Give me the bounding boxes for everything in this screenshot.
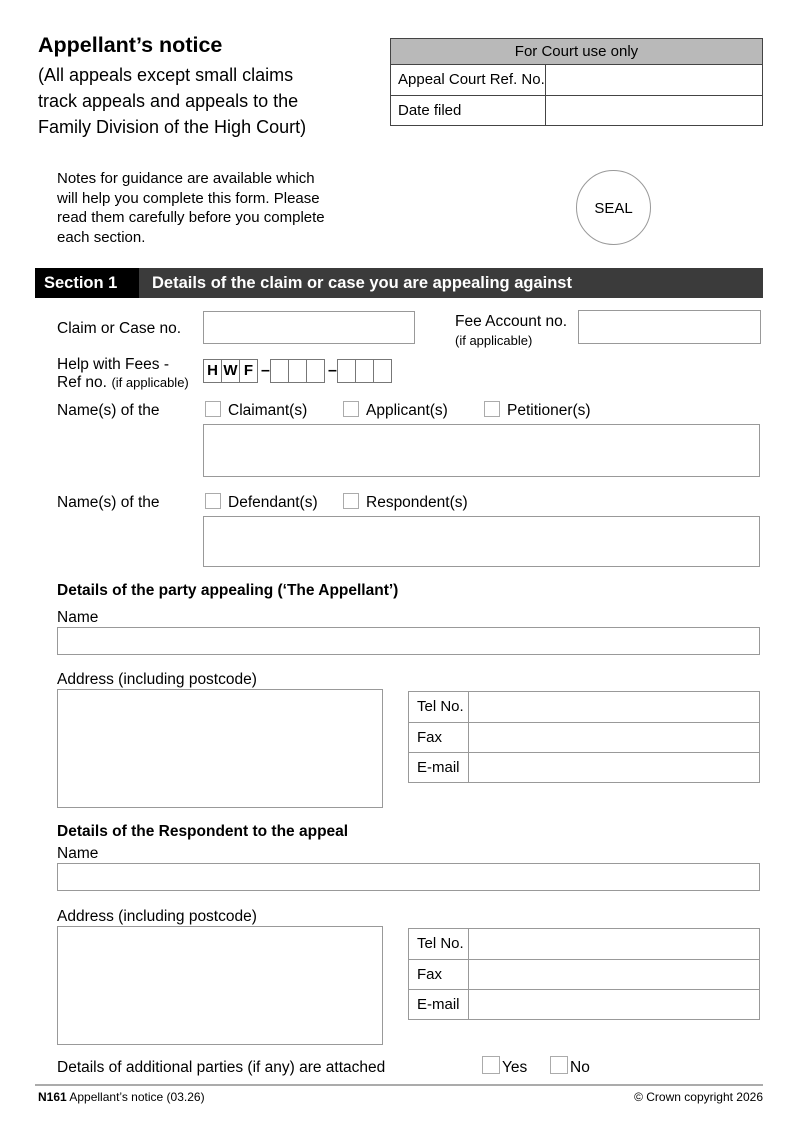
appellant-contact-table [408,691,760,783]
claim-case-no-input[interactable] [203,311,415,344]
fee-account-no-label: Fee Account no. [455,313,568,330]
table-row [391,95,762,125]
respondent-contact-table [408,928,760,1020]
seal-circle: SEAL [576,170,651,245]
footer-copyright: © Crown copyright 2026 [634,1090,763,1104]
hwf-prefix-cell: W [221,359,240,383]
defendant-checkbox[interactable] [205,493,221,509]
additional-parties-no-checkbox[interactable] [550,1056,568,1074]
hwf-ref-no-input-group1[interactable] [270,359,325,383]
appellant-address-input[interactable] [57,689,383,808]
petitioner-checkbox[interactable] [484,401,500,417]
court-use-header: For Court use only [391,39,762,65]
hwf-input-cell[interactable] [270,359,289,383]
notes-line: read them carefully before you complete [57,209,325,226]
respondent-checkbox-label: Respondent(s) [366,494,468,511]
subtitle-line: track appeals and appeals to the [38,91,299,111]
table-row [409,959,759,989]
notes-line: each section. [57,228,146,246]
notes-line: Notes for guidance are available which [57,170,315,187]
appellant-address-label: Address (including postcode) [57,671,257,688]
table-row [409,929,759,959]
hwf-dash: – [261,362,270,379]
appellant-fax-input[interactable] [469,723,759,752]
subtitle-line: (All appeals except small claims [38,65,294,85]
hwf-input-cell[interactable] [337,359,356,383]
claimant-checkbox-label: Claimant(s) [228,402,308,419]
respondent-name-label: Name [57,845,99,862]
hwf-input-cell[interactable] [373,359,392,383]
tel-no-label: Tel No. [409,692,469,722]
fee-account-no-note: (if applicable) [455,333,533,348]
table-row [409,722,759,752]
section-1-bar [35,268,763,298]
claim-case-no-label: Claim or Case no. [57,320,182,337]
names-row1-label: Name(s) of the [57,402,160,419]
notes-line: will help you complete this form. Please [57,189,320,207]
respondent-tel-input[interactable] [469,929,759,959]
form-code: N161 [38,1090,67,1104]
appellant-heading: Details of the party appealing (‘The Appellant’) [57,582,399,599]
hwf-prefix-cell: F [239,359,258,383]
no-label: No [570,1059,590,1076]
applicant-checkbox-label: Applicant(s) [366,402,448,419]
additional-parties-yes-checkbox[interactable] [482,1056,500,1074]
form-name: Appellant’s notice (03.26) [66,1090,205,1104]
claimant-checkbox[interactable] [205,401,221,417]
table-row [409,989,759,1019]
fax-label: Fax [409,723,469,752]
hwf-input-cell[interactable] [306,359,325,383]
date-filed-label: Date filed [391,96,546,125]
guidance-notes [57,169,377,247]
subtitle-line: Family Division of the High Court) [38,117,307,137]
appellant-name-label: Name [57,609,99,626]
email-label: E-mail [409,990,469,1019]
hwf-prefix-cell: H [203,359,222,383]
date-filed-value[interactable] [546,96,762,125]
table-row [409,752,759,782]
names-row2-label: Name(s) of the [57,494,160,511]
hwf-input-cell[interactable] [355,359,374,383]
hwf-label-line1: Help with Fees - [57,356,169,373]
tel-no-label: Tel No. [409,929,469,959]
applicant-checkbox[interactable] [343,401,359,417]
hwf-label-line2: Ref no. [57,374,107,391]
footer-divider [35,1084,763,1086]
page-subtitle [38,62,306,140]
footer-form-id [38,1090,205,1104]
respondent-fax-input[interactable] [469,960,759,989]
appeal-court-ref-label: Appeal Court Ref. No. [391,65,546,95]
hwf-note: (if applicable) [111,375,189,390]
respondent-address-input[interactable] [57,926,383,1045]
respondent-name-input[interactable] [57,863,760,891]
table-row [391,65,762,95]
hwf-prefix-cells [203,359,258,383]
court-use-box [390,38,763,126]
yes-label: Yes [502,1059,528,1076]
petitioner-checkbox-label: Petitioner(s) [507,402,591,419]
appeal-court-ref-value[interactable] [546,65,762,95]
section-title: Details of the claim or case you are appealing against [139,268,763,298]
appellant-email-input[interactable] [469,753,759,782]
table-row [409,692,759,722]
hwf-ref-no-input-group2[interactable] [337,359,392,383]
hwf-input-cell[interactable] [288,359,307,383]
appellant-name-input[interactable] [57,627,760,655]
page-title: Appellant’s notice [38,33,223,57]
defendant-names-input[interactable] [203,516,760,567]
fee-account-no-input[interactable] [578,310,761,344]
respondent-heading: Details of the Respondent to the appeal [57,823,349,840]
hwf-dash: – [328,362,337,379]
respondent-address-label: Address (including postcode) [57,908,257,925]
defendant-checkbox-label: Defendant(s) [228,494,318,511]
claimant-names-input[interactable] [203,424,760,477]
additional-parties-label: Details of additional parties (if any) are attached [57,1059,386,1076]
respondent-checkbox[interactable] [343,493,359,509]
appellant-tel-input[interactable] [469,692,759,722]
respondent-email-input[interactable] [469,990,759,1019]
email-label: E-mail [409,753,469,782]
fax-label: Fax [409,960,469,989]
section-number: Section 1 [35,268,139,298]
